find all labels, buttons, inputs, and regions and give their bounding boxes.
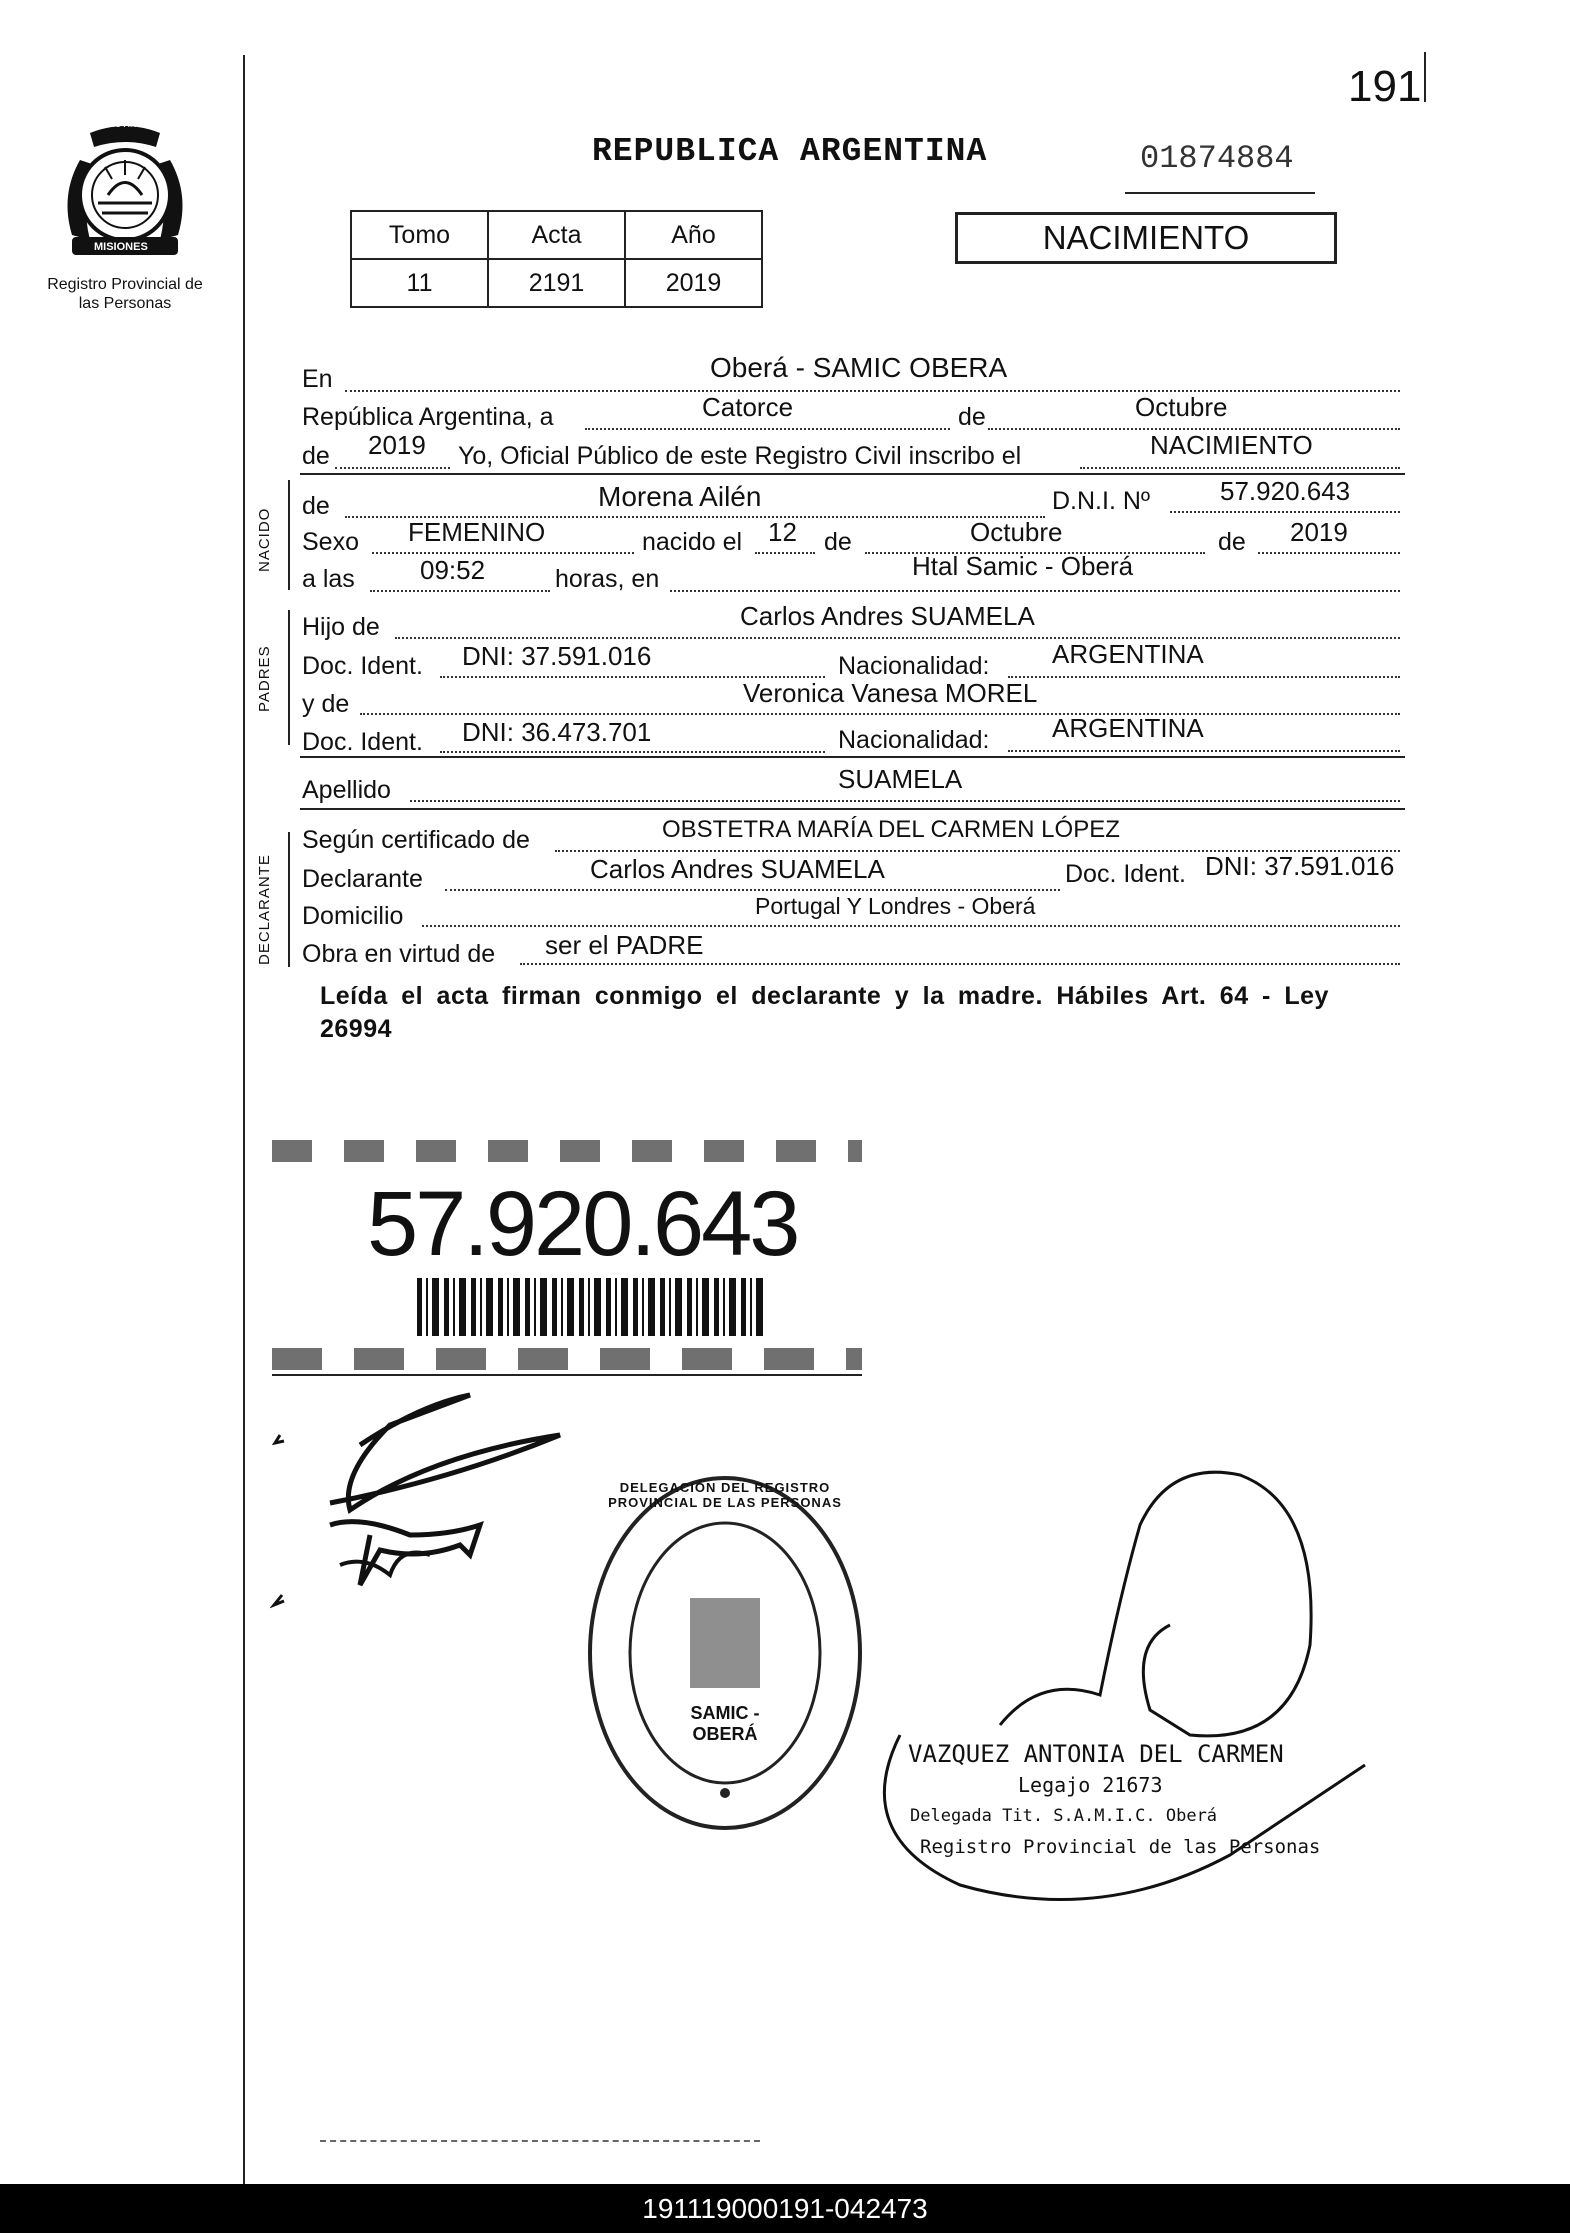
certificado: OBSTETRA MARÍA DEL CARMEN LÓPEZ [662, 816, 1120, 843]
serial-underline [1125, 192, 1315, 194]
dots [422, 925, 1400, 927]
divider [300, 808, 1405, 810]
apellido: SUAMELA [838, 764, 963, 794]
barcode-icon [417, 1278, 767, 1336]
acto: NACIMIENTO [1150, 430, 1313, 460]
anio-texto: 2019 [368, 430, 426, 460]
left-margin-line [243, 55, 245, 2185]
padre-dni: DNI: 37.591.016 [462, 641, 652, 671]
dni-nacido: 57.920.643 [1220, 476, 1351, 506]
dots [755, 552, 815, 554]
label-y-de: y de [302, 690, 350, 718]
dots [1008, 676, 1400, 678]
dots [670, 590, 1400, 592]
official-legajo: Legajo 21673 [1018, 1773, 1163, 1797]
sticker-number: 57.920.643 [367, 1173, 798, 1275]
doc-type-box [955, 212, 1337, 264]
hora-nacimiento: 09:52 [420, 555, 486, 585]
dots [440, 751, 825, 753]
label-en: En [302, 365, 333, 393]
dots [335, 467, 450, 469]
padre-nombre: Carlos Andres SUAMELA [740, 601, 1035, 631]
label-sexo: Sexo [302, 528, 359, 556]
label-domicilio: Domicilio [302, 902, 404, 930]
right-margin-line [1424, 52, 1426, 102]
dots [445, 889, 1060, 891]
label-republica: República Argentina, a [302, 403, 554, 431]
label-de3: de [302, 492, 330, 520]
declarante-nombre: Carlos Andres SUAMELA [590, 854, 885, 884]
label-nacionalidad1: Nacionalidad: [838, 652, 990, 680]
mes-texto: Octubre [1135, 392, 1228, 422]
divider [300, 473, 1405, 475]
official-office: Registro Provincial de las Personas [920, 1836, 1321, 1858]
stamp-ring-text: DELEGACIÓN DEL REGISTRO PROVINCIAL DE LAS PERSONAS [608, 1480, 842, 1510]
province-seal-logo [50, 115, 200, 275]
section-padres: PADRES [256, 645, 273, 712]
official-stamp [580, 1468, 870, 1838]
serial-number: 01874884 [1140, 140, 1294, 177]
dots [345, 390, 1400, 392]
dots [1080, 467, 1400, 469]
dots [360, 713, 1400, 715]
sticker-bottom-line [272, 1374, 862, 1376]
label-doc-ident3: Doc. Ident. [1065, 860, 1186, 888]
acta-value: 2191 [488, 259, 625, 307]
label-horas-en: horas, en [555, 565, 660, 593]
section-declarante: DECLARANTE [256, 854, 273, 965]
virtud: ser el PADRE [545, 930, 704, 960]
dia-texto: Catorce [702, 392, 794, 422]
registry-name: Registro Provincial de las Personas [47, 276, 203, 312]
lugar: Oberá - SAMIC OBERA [710, 352, 1008, 383]
section-bracket [288, 610, 290, 745]
section-bracket [288, 832, 290, 967]
sexo: FEMENINO [408, 517, 546, 547]
label-de5: de [1218, 528, 1246, 556]
dots [1258, 552, 1400, 554]
label-apellido: Apellido [302, 776, 391, 804]
seal-bottom-text: MISIONES [94, 241, 148, 253]
tomo-acta-anio-table [350, 210, 763, 308]
label-nacionalidad2: Nacionalidad: [838, 726, 990, 754]
dots [1170, 511, 1400, 513]
anio-nacimiento: 2019 [1290, 517, 1348, 547]
sticker-bottom-pattern [272, 1348, 862, 1370]
madre-nombre: Veronica Vanesa MOREL [743, 678, 1038, 708]
country-title: REPUBLICA ARGENTINA [592, 133, 988, 170]
madre-nacionalidad: ARGENTINA [1052, 713, 1204, 743]
footer-code: 191119000191-042473 [642, 2193, 928, 2224]
page-number: 191 [1348, 62, 1422, 111]
declarante-dni: DNI: 37.591.016 [1205, 851, 1395, 881]
label-hijo-de: Hijo de [302, 613, 380, 641]
stamp-inner-text: SAMIC - OBERÁ [690, 1703, 760, 1744]
acta-header: Acta [488, 211, 625, 259]
section-nacido: NACIDO [256, 507, 273, 572]
tomo-value: 11 [351, 259, 488, 307]
label-yo-oficial: Yo, Oficial Público de este Registro Civil inscribo el [458, 442, 1022, 470]
dots [372, 552, 634, 554]
label-nacido-el: nacido el [642, 528, 743, 556]
official-name: VAZQUEZ ANTONIA DEL CARMEN [908, 1740, 1284, 1768]
doc-type: NACIMIENTO [1042, 219, 1250, 256]
dia-nacimiento: 12 [768, 517, 797, 547]
tomo-header: Tomo [351, 211, 488, 259]
seal-top-text: PROVINCIA DE [102, 119, 167, 129]
closing-text: Leída el acta firman conmigo el declarante y la madre. Hábiles Art. 64 - Ley 26994 [320, 982, 1329, 1043]
label-obra-virtud: Obra en virtud de [302, 940, 496, 968]
dots [410, 800, 1400, 802]
footer-bar [0, 2184, 1570, 2233]
barcode-sticker [272, 1130, 862, 1385]
nombre-nacido: Morena Ailén [598, 481, 762, 512]
padre-nacionalidad: ARGENTINA [1052, 639, 1204, 669]
label-de2: de [302, 442, 330, 470]
dots [395, 637, 1400, 639]
madre-dni: DNI: 36.473.701 [462, 717, 652, 747]
label-doc-ident1: Doc. Ident. [302, 652, 423, 680]
label-dni: D.N.I. Nº [1052, 487, 1151, 515]
dots [370, 590, 550, 592]
section-bracket [288, 480, 290, 590]
label-a-las: a las [302, 565, 355, 593]
anio-value: 2019 [625, 259, 762, 307]
label-de1: de [958, 403, 986, 431]
official-role: Delegada Tit. S.A.M.I.C. Oberá [910, 1806, 1218, 1826]
label-de4: de [824, 528, 852, 556]
signature-declarante-icon [270, 1385, 590, 1645]
sticker-top-pattern [272, 1140, 862, 1162]
dots [1008, 750, 1400, 752]
label-doc-ident2: Doc. Ident. [302, 728, 423, 756]
lugar-nacimiento: Htal Samic - Oberá [912, 551, 1134, 581]
anio-header: Año [625, 211, 762, 259]
divider [300, 756, 1405, 758]
label-declarante: Declarante [302, 865, 423, 893]
dots [520, 963, 1400, 965]
bottom-dashed-line [320, 2140, 760, 2142]
domicilio: Portugal Y Londres - Oberá [755, 893, 1036, 919]
mes-nacimiento: Octubre [970, 517, 1063, 547]
label-segun-cert: Según certificado de [302, 826, 530, 854]
dots [585, 428, 950, 430]
